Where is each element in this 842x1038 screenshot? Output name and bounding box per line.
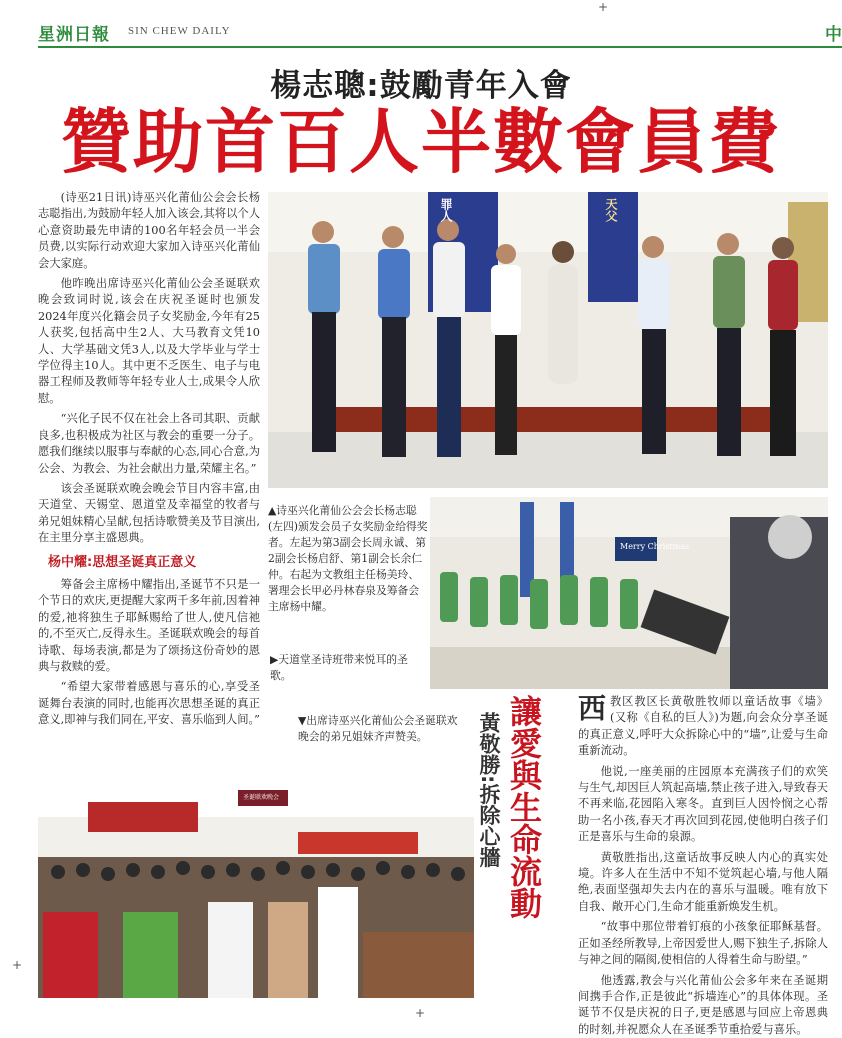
crowd-photo-caption: ▼出席诗巫兴化莆仙公会圣诞联欢晚会的弟兄姐妹齐声赞美。 (298, 713, 463, 745)
banner-text-left: 罪人 (438, 198, 455, 222)
article-paragraph: 他说,一座美丽的庄园原本充满孩子们的欢笑与生气,却因巨人筑起高墙,禁止孩子进入,导致春天不再来临,花园陷入寒冬。直到巨人因怜悯之心帮助一名小孩,春天才再次回到花园,使他明白孩子们正是喜乐与生命的泉源。 (578, 764, 828, 846)
choir-photo-caption: ▶天道堂圣诗班带来悦耳的圣歌。 (270, 652, 428, 684)
article-paragraph: “故事中那位带着钉痕的小孩象征耶稣基督。正如圣经所教导,上帝因爱世人,赐下独生子,拆除人与神之间的隔阂,使相信的人得着生命与盼望。” (578, 919, 828, 968)
newspaper-english-name: SIN CHEW DAILY (128, 25, 231, 37)
crop-mark-icon: + (598, 0, 608, 14)
side-story-title: 讓愛與生命流動 (506, 695, 542, 919)
drop-cap: 西 (578, 696, 606, 722)
article-paragraph: (诗巫21日讯)诗巫兴化莆仙公会会长杨志聪指出,为鼓励年轻人加入该会,其将以个人心意资助最先申请的100名年轻会员一半会员费,以实际行动欢迎大家加入诗巫兴化莆仙会大家庭。 (38, 190, 260, 272)
article-paragraph: “兴化子民不仅在社会上各司其职、贡献良多,也积极成为社区与教会的重要一分子。愿我们继续以服事与奉献的心态,同心合意,为公会、为教会、为社会献出力量,荣耀主名。” (38, 411, 260, 477)
crop-mark-icon: + (415, 1006, 425, 1020)
side-story-body (578, 694, 828, 1009)
article-paragraph: 他昨晚出席诗巫兴化莆仙公会圣诞联欢晚会致词时说,该会在庆祝圣诞时也颁发2024年度兴化籍会员子女奖励金,今年有25人获奖,包括高中生2人、大马教育文凭10人、大学基础文凭3人,以及大学毕业与学士学位得主10人。其中更不乏医生、电子与电器工程师及教师等年轻专业人士,成果令人欣慰。 (38, 276, 260, 407)
article-subhead: 杨中耀:思想圣诞真正意义 (48, 555, 260, 571)
crowd-photo (38, 762, 474, 998)
crowd-banner-text: 圣诞联欢晚会 (243, 792, 279, 801)
choir-screen-text: Merry Christmas (620, 542, 689, 551)
article-paragraph: 筹备会主席杨中耀指出,圣诞节不只是一个节日的欢庆,更提醒大家两千多年前,因着神的爱,祂将独生子耶稣赐给了世人,使凡信祂的,不至灭亡,反得永生。圣诞联欢晚会的每首诗歌、每场表演,都是为了颂扬这份奇妙的恩典与救赎的爱。 (38, 577, 260, 675)
section-corner-mark: 中 (825, 20, 842, 45)
kicker-headline: 楊志聰:鼓勵青年入會 (0, 60, 842, 105)
main-photo-caption: ▲诗巫兴化莆仙公会会长杨志聪(左四)颁发会员子女奖励金给得奖者。左起为第3副会长周永诚、第2副会长杨启舒、第1副会长余仁仲。右起为文教组主任杨美玲、署理会长甲必丹林春泉及筹备会主席杨中耀。 (268, 503, 428, 615)
article-paragraph: 该会圣诞联欢晚会晚会节目内容丰富,由天道堂、天锡堂、恩道堂及幸福堂的牧者与弟兄姐妹精心呈献,包括诗歌赞美及节目演出,在主里分享主盛恩典。 (38, 481, 260, 547)
newspaper-logo: 星洲日報 (38, 20, 110, 45)
article-left-column (38, 190, 260, 650)
article-paragraph: 西教区教区长黄敬胜牧师以童话故事《墙》(又称《自私的巨人》)为题,向会众分享圣诞的真正意义,呼吁大众拆除心中的“墙”,让爱与生命重新流动。 (578, 694, 828, 760)
article-paragraph: “希望大家带着感恩与喜乐的心,享受圣诞舞台表演的同时,也能再次思想圣诞的真正意义,即神与我们同在,平安、喜乐临到人间。” (38, 679, 260, 728)
crop-mark-icon: + (12, 958, 22, 972)
main-headline: 贊助首百人半數會員費 (0, 100, 842, 184)
choir-performance-image (430, 497, 828, 689)
award-ceremony-image (268, 192, 828, 488)
banner-text-right: 天父 (603, 198, 620, 222)
main-photo (268, 192, 828, 488)
choir-photo (430, 497, 828, 689)
side-story-byline-title: 黃敬勝:拆除心牆 (476, 712, 502, 867)
masthead-rule (38, 46, 842, 48)
article-paragraph: 黄敬胜指出,这童话故事反映人内心的真实处境。许多人在生活中不知不觉筑起心墙,与他人隔绝,表面坚强却失去内在的喜乐与温暖。唯有放下自我、敞开心门,生命才能重新焕发生机。 (578, 850, 828, 916)
article-paragraph: 他透露,教会与兴化莆仙公会多年来在圣诞期间携手合作,正是彼此“拆墙连心”的具体体现。圣诞节不仅是庆祝的日子,更是感恩与回应上帝恩典的时刻,并祝愿众人在圣诞季节重拾爱与喜乐。 (578, 973, 828, 1038)
